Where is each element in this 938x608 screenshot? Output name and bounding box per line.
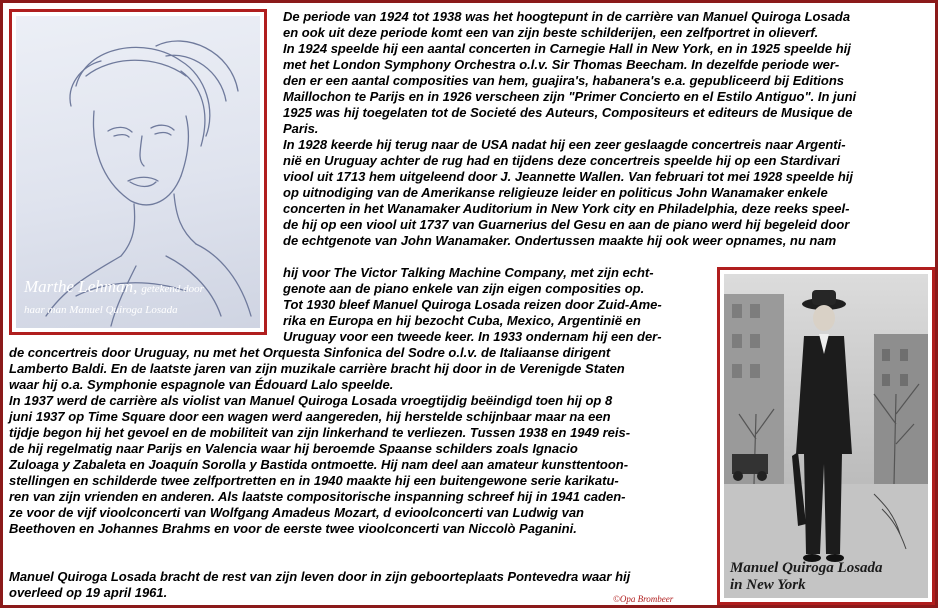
photo-drawing bbox=[724, 274, 928, 598]
text-line: viool uit 1713 hem uitgeleend door J. Jeannette Wallen. Van februari tot mei 1928 speelde hij bbox=[283, 169, 853, 184]
text-block-top bbox=[283, 9, 856, 249]
text-line: stellingen en schilderde twee zelfportretten en in 1940 maakte hij een buitengewone serie karikatu- bbox=[9, 473, 619, 488]
text-line: den er een aantal composities van hem, guajira's, habanera's e.a. gepubliceerd bij Editions bbox=[283, 73, 845, 88]
text-block-closing bbox=[9, 569, 630, 601]
text-line: nië en Uruguay achter de rug had en tijdens deze concertreis speelde hij op een Stardivari bbox=[283, 153, 840, 168]
text-line: en ook uit deze periode komt een van zijn beste schilderijen, een zelfportret in olieverf. bbox=[283, 25, 819, 40]
text-line: tijdje begon hij het gevoel en de mobiliteit van zijn linkerhand te verliezen. Tussen 1938 en 1949 reis- bbox=[9, 425, 631, 440]
text-line: genote aan de piano enkele van zijn eigen composities op. bbox=[283, 281, 645, 296]
text-line: Paris. bbox=[283, 121, 319, 136]
text-line: rika en Europa en hij bezocht Cuba, Mexico, Argentinië en bbox=[283, 313, 641, 328]
text-line: met het London Symphony Orchestra o.l.v. Sir Thomas Beecham. In dezelfde periode wer- bbox=[283, 57, 840, 72]
text-line: In 1924 speelde hij een aantal concerten in Carnegie Hall in New York, en in 1925 speelde hij bbox=[283, 41, 851, 56]
text-line: Maillochon te Parijs en in 1926 verscheen zijn "Primer Concierto en el Estilo Antiguo". In juni bbox=[283, 89, 857, 104]
text-line: 1925 was hij toegelaten tot de Societé des Auteurs, Compositeurs et editeurs de Musique de bbox=[283, 105, 853, 120]
text-line: ren van zijn vrienden en anderen. Als laatste compositorische inspanning schreef hij in 1941 caden- bbox=[9, 489, 626, 504]
sketch-caption-line2: haar man Manuel Quiroga Losada bbox=[24, 304, 178, 316]
text-line: Tot 1930 bleef Manuel Quiroga Losada reizen door Zuid-Ame- bbox=[283, 297, 662, 312]
text-line: de concertreis door Uruguay, nu met het Orquesta Sinfonica del Sodre o.l.v. de Italiaanse dirigent bbox=[9, 345, 611, 360]
text-line: de hij regelmatig naar Parijs en Valencia waar hij beroemde Spaanse schilders zoals Ignacio bbox=[9, 441, 578, 456]
text-block-middle bbox=[283, 265, 662, 345]
sketch-portrait-image bbox=[16, 16, 260, 328]
text-line: de echtgenote van John Wanamaker. Ondertussen maakte hij ook weer opnames, nu nam bbox=[283, 233, 837, 248]
text-line: Beethoven en Johannes Brahms en voor de eerste twee vioolconcerti van Niccolò Paganini. bbox=[9, 521, 577, 536]
text-line: Lamberto Baldi. En de laatste jaren van zijn muzikale carrière bracht hij door in de Verenigde Staten bbox=[9, 361, 625, 376]
watermark: ©Opa Brombeer bbox=[613, 594, 674, 604]
text-line: concerten in het Wanamaker Auditorium in New York city en Philadelphia, deze reeks speel- bbox=[283, 201, 850, 216]
photo-caption-line1: Manuel Quiroga Losada bbox=[730, 560, 883, 576]
text-line: hij voor The Victor Talking Machine Company, met zijn echt- bbox=[283, 265, 654, 280]
text-line: de hij op een viool uit 1737 van Guarnerius del Gesu en aan de piano werd hij begeleid door bbox=[283, 217, 850, 232]
text-line: ze voor de vijf vioolconcerti van Wolfgang Amadeus Mozart, d evioolconcerti van Ludwig van bbox=[9, 505, 584, 520]
photo-caption bbox=[730, 560, 928, 594]
text-line: De periode van 1924 tot 1938 was het hoogtepunt in de carrière van Manuel Quiroga Losada bbox=[283, 9, 851, 24]
photo-portrait-frame bbox=[717, 267, 935, 605]
photo-portrait-image bbox=[724, 274, 928, 598]
text-line: Manuel Quiroga Losada bracht de rest van zijn leven door in zijn geboorteplaats Pontevedra waar hij bbox=[9, 569, 631, 584]
sketch-caption-drawn: getekend door bbox=[141, 283, 204, 295]
text-line: In 1928 keerde hij terug naar de USA nadat hij een zeer geslaagde concertreis naar Argenti- bbox=[283, 137, 846, 152]
sketch-caption bbox=[24, 277, 260, 320]
text-line: overleed op 19 april 1961. bbox=[9, 585, 168, 600]
sketch-caption-name: Marthe Lehman, bbox=[24, 277, 138, 296]
sketch-portrait-frame bbox=[9, 9, 267, 335]
text-line: juni 1937 op Time Square door een wagen werd aangereden, hij herstelde schijnbaar maar na een bbox=[9, 409, 611, 424]
text-line: In 1937 werd de carrière als violist van Manuel Quiroga Losada vroegtijdig beëindigd toen hij op 8 bbox=[9, 393, 613, 408]
text-line: Uruguay voor een tweede keer. In 1933 ondernam hij een der- bbox=[283, 329, 662, 344]
photo-caption-line2: in New York bbox=[730, 577, 806, 593]
text-line: Zuloaga y Zabaleta en Joaquín Sorolla y Bastida ontmoette. Hij nam deel aan amateur kunsttentoon- bbox=[9, 457, 629, 472]
text-block-bottom bbox=[9, 345, 630, 537]
text-line: op uitnodiging van de Amerikanse religieuze leider en politicus John Wanamaker enkele bbox=[283, 185, 828, 200]
text-line: waar hij o.a. Symphonie espagnole van Édouard Lalo speelde. bbox=[9, 377, 394, 392]
